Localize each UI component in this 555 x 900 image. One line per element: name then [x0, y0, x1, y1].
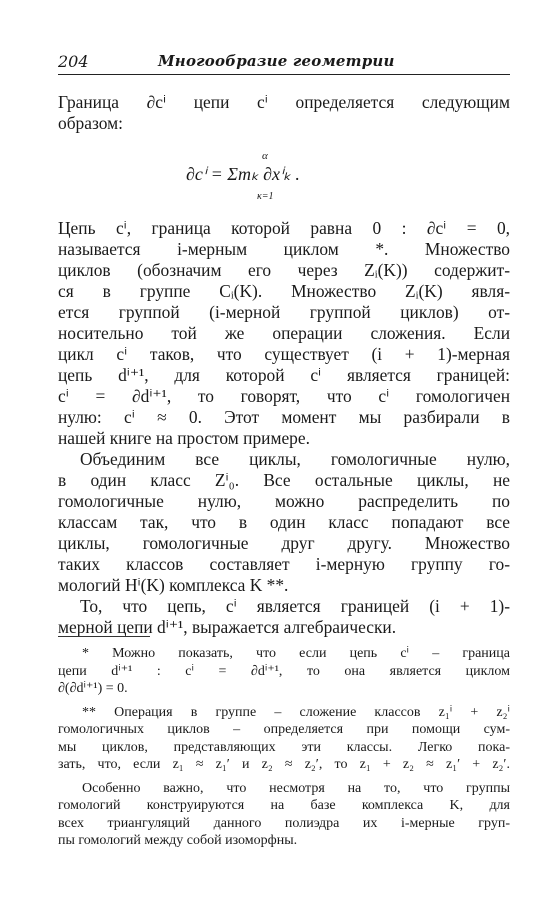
text-line: цепи dⁱ⁺¹ : cⁱ = ∂dⁱ⁺¹, то она является циклом [58, 663, 510, 679]
text-line: Граница ∂cⁱ цепи cⁱ определяется следующим [58, 92, 510, 112]
text-line: циклы, гомологичные друг другу. Множество [58, 533, 510, 553]
text-line: ся в группе Cᵢ(K). Множество Zᵢ(K) явля- [58, 281, 510, 301]
text-line: мологий Hⁱ(K) комплекса K **. [58, 575, 289, 595]
text-line: зать, что, если z₁ ≈ z₁′ и z₂ ≈ z₂′, то z₁ + z₂ ≈ z₁′ + z₂′. [58, 757, 510, 772]
text-line: циклов (обозначим его через Zᵢ(K)) содержит- [58, 260, 510, 280]
sum-upper-limit: α [262, 150, 268, 162]
page-number: 204 [58, 52, 89, 71]
text-line: таких классов составляет i-мерную группу го- [58, 554, 510, 574]
text-line: носительно той же операции сложения. Если [58, 323, 510, 343]
text-line: образом: [58, 113, 123, 133]
text-line: мы циклов, представляющих эти классы. Легко пока- [58, 739, 510, 755]
text-line: нулю: cⁱ ≈ 0. Этот момент мы разбирали в [58, 407, 510, 427]
footnote-3 [58, 780, 510, 850]
text-line: в один класс Zⁱ₀. Все остальные циклы, не [58, 470, 510, 490]
paragraph-1 [58, 92, 510, 134]
text-line: цикл cⁱ таков, что существует (i + 1)-мерная [58, 344, 510, 364]
text-line: То, что цепь, cⁱ является границей (i + 1)- [80, 596, 510, 616]
text-line: называется i-мерным циклом *. Множество [58, 239, 510, 259]
boundary-formula [58, 146, 510, 202]
text-line: всех триангуляций данного полиэдра их i-мерные груп- [58, 815, 510, 831]
paragraph-2 [58, 218, 510, 449]
paragraph-4 [58, 596, 510, 638]
main-text [58, 92, 510, 638]
text-line: ∂(∂dⁱ⁺¹) = 0. [58, 681, 128, 696]
text-line: классам так, что в один класс попадают все [58, 512, 510, 532]
text-line: * Можно показать, что если цепь cⁱ – граница [82, 646, 510, 661]
running-title: Многообразие геометрии [158, 52, 395, 70]
formula-expression: ∂cⁱ = Σmₖ ∂xⁱₖ . [186, 164, 300, 184]
page-header [58, 50, 510, 75]
text-line: гомологичных циклов – определяется при помощи сум- [58, 722, 510, 737]
text-line: Цепь cⁱ, граница которой равна 0 : ∂cⁱ = 0, [58, 218, 510, 238]
footnote-2 [58, 704, 510, 774]
text-line: цепь dⁱ⁺¹, для которой cⁱ является границей: [58, 365, 510, 385]
text-line: гомологий конструируются на базе комплекса K, для [58, 798, 510, 813]
text-line: ется группой (i-мерной группой циклов) от- [58, 302, 510, 322]
text-line: пы гомологий между собой изоморфны. [58, 833, 298, 848]
footnote-divider [58, 636, 150, 637]
text-line: нашей книге на простом примере. [58, 428, 310, 448]
text-line: ** Операция в группе – сложение классов z₁ⁱ + z₂ⁱ [82, 704, 510, 720]
text-line: мерной цепи dⁱ⁺¹, выражается алгебраически. [58, 617, 397, 637]
text-line: Объединим все циклы, гомологичные нулю, [80, 449, 510, 469]
text-line: cⁱ = ∂dⁱ⁺¹, то говорят, что cⁱ гомологичен [58, 386, 510, 406]
paragraph-3 [58, 449, 510, 596]
sum-lower-limit: κ=1 [257, 191, 274, 202]
text-line: Особенно важно, что несмотря на то, что группы [82, 780, 510, 796]
text-line: гомологичные нулю, можно распределить по [58, 491, 510, 511]
footnotes [58, 645, 510, 856]
footnote-1 [58, 645, 510, 698]
